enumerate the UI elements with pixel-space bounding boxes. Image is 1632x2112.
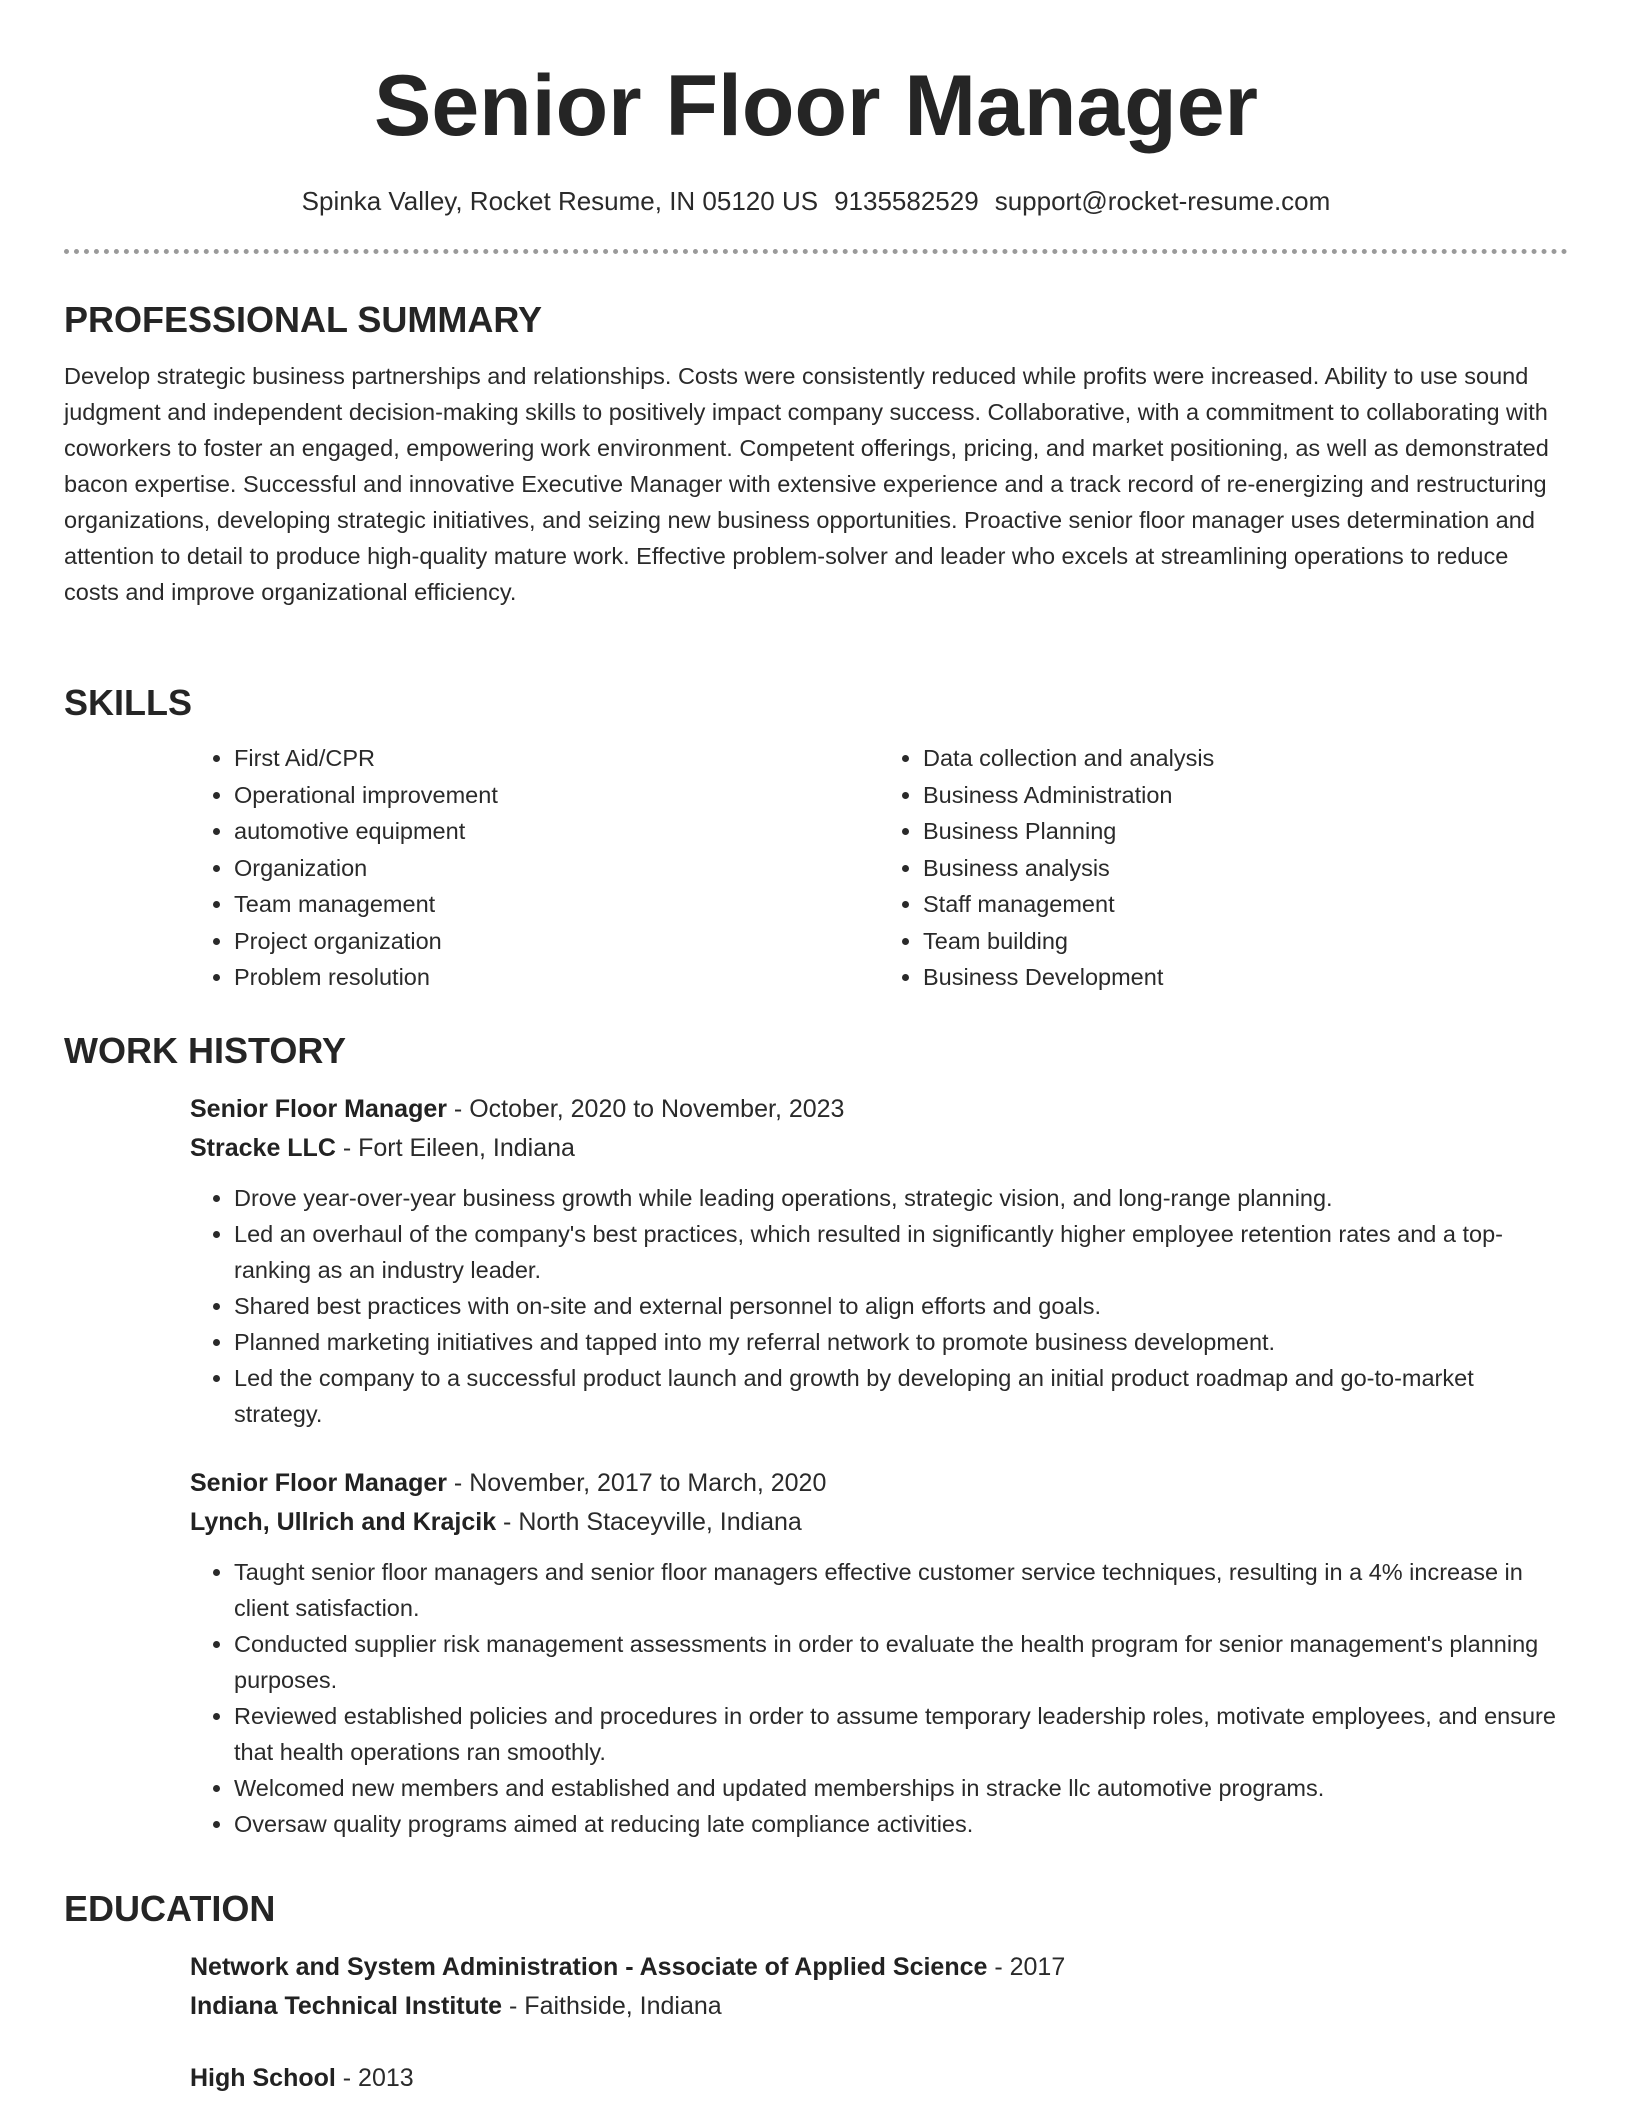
education-entry [190, 2059, 1568, 2098]
job-bullet: • Oversaw quality programs aimed at reducing late compliance activities. [234, 1806, 1568, 1842]
work-history-title: WORK HISTORY [64, 1030, 347, 1071]
job-location: - Fort Eileen, Indiana [335, 1134, 575, 1162]
job-company: Lynch, Ullrich and Krajcik [190, 1508, 497, 1536]
job-company-line [190, 1129, 1568, 1168]
education-year: - 2013 [335, 2064, 414, 2092]
work-history-section [64, 1029, 1568, 1842]
skill-item: • Team building [923, 923, 1568, 960]
resume-page [64, 0, 1568, 2092]
skill-item: • Operational improvement [234, 777, 879, 814]
job-bullet: • Drove year-over-year business growth while leading operations, strategic vision, and long-range planning. [234, 1180, 1568, 1216]
education-degree-line [190, 2059, 1568, 2098]
skill-item: • Business analysis [923, 850, 1568, 887]
header-divider [64, 249, 1568, 254]
job-bullet: • Taught senior floor managers and senior floor managers effective customer service techniques, resulting in a 4% increase in client satisfaction. [234, 1554, 1568, 1626]
summary-title: PROFESSIONAL SUMMARY [64, 299, 543, 340]
education-year: - 2017 [987, 1953, 1066, 1981]
skill-item: • First Aid/CPR [234, 740, 879, 777]
contact-email: support@rocket-resume.com [994, 186, 1331, 216]
skills-column-right [879, 740, 1568, 996]
job-title-line [190, 1090, 1568, 1129]
skill-item: • Business Development [923, 959, 1568, 996]
job-role: Senior Floor Manager [190, 1469, 447, 1497]
education-title: EDUCATION [64, 1888, 276, 1929]
skill-item: • Problem resolution [234, 959, 879, 996]
skills-column-left [190, 740, 879, 996]
education-school: Indiana Technical Institute [190, 1992, 503, 2020]
contact-phone: 9135582529 [834, 186, 979, 216]
skills-section [64, 681, 1568, 996]
job-company-line [190, 1503, 1568, 1542]
summary-text: Develop strategic business partnerships and relationships. Costs were consistently reduced while profits were increased. Ability to use sound judgment and independent decision-making skills to positively impact company success. Collaborative, with a commitment to collaborating with coworkers to foster an engaged, empowering work environment. Competent offerings, pricing, and market positioning, as well as demonstrated bacon expertise. Successful and innovative Executive Manager with extensive experience and a track record of re-energizing and restructuring organizations, developing strategic initiatives, and seizing new business opportunities. Proactive senior floor manager uses determination and attention to detail to produce high-quality mature work. Effective problem-solver and leader who excels at streamlining operations to reduce costs and improve organizational efficiency. [64, 363, 1549, 605]
job-entry [190, 1090, 1568, 1432]
job-bullet: • Led the company to a successful product launch and growth by developing an initial product roadmap and go-to-market strategy. [234, 1360, 1568, 1432]
education-degree-line [190, 1948, 1568, 1987]
education-entry [190, 1948, 1568, 2026]
skill-item: • automotive equipment [234, 813, 879, 850]
skill-item: • Organization [234, 850, 879, 887]
skills-title: SKILLS [64, 682, 193, 723]
education-degree: High School [190, 2064, 336, 2092]
job-bullet: • Reviewed established policies and procedures in order to assume temporary leadership roles, motivate employees, and ensure that health operations ran smoothly. [234, 1698, 1568, 1770]
skill-item: • Business Planning [923, 813, 1568, 850]
contact-address: Spinka Valley, Rocket Resume, IN 05120 US [301, 186, 819, 216]
job-bullets [190, 1180, 1568, 1432]
education-school-line [190, 1987, 1568, 2026]
skill-item: • Team management [234, 886, 879, 923]
summary-section [64, 298, 1568, 610]
skill-item: • Project organization [234, 923, 879, 960]
job-bullet: • Welcomed new members and established and updated memberships in stracke llc automotive programs. [234, 1770, 1568, 1806]
job-title-line [190, 1464, 1568, 1503]
education-location: - Faithside, Indiana [502, 1992, 722, 2020]
job-location: - North Staceyville, Indiana [496, 1508, 802, 1536]
contact-line [64, 184, 1568, 218]
job-role: Senior Floor Manager [190, 1095, 447, 1123]
job-company: Stracke LLC [190, 1134, 336, 1162]
job-dates: - November, 2017 to March, 2020 [446, 1469, 827, 1497]
resume-name: Senior Floor Manager [373, 58, 1259, 154]
skill-item: • Business Administration [923, 777, 1568, 814]
skills-list [190, 740, 1568, 996]
skill-item: • Staff management [923, 886, 1568, 923]
job-bullets [190, 1554, 1568, 1842]
education-section [64, 1887, 1568, 2098]
skill-item: • Data collection and analysis [923, 740, 1568, 777]
job-bullet: • Led an overhaul of the company's best practices, which resulted in significantly higher employee retention rates and a top-ranking as an industry leader. [234, 1216, 1568, 1288]
job-bullet: • Shared best practices with on-site and external personnel to align efforts and goals. [234, 1288, 1568, 1324]
job-bullet: • Conducted supplier risk management assessments in order to evaluate the health program for senior management's planning purposes. [234, 1626, 1568, 1698]
job-bullet: • Planned marketing initiatives and tapped into my referral network to promote business development. [234, 1324, 1568, 1360]
education-degree: Network and System Administration - Associate of Applied Science [190, 1953, 988, 1981]
job-entry [190, 1464, 1568, 1842]
job-dates: - October, 2020 to November, 2023 [446, 1095, 845, 1123]
